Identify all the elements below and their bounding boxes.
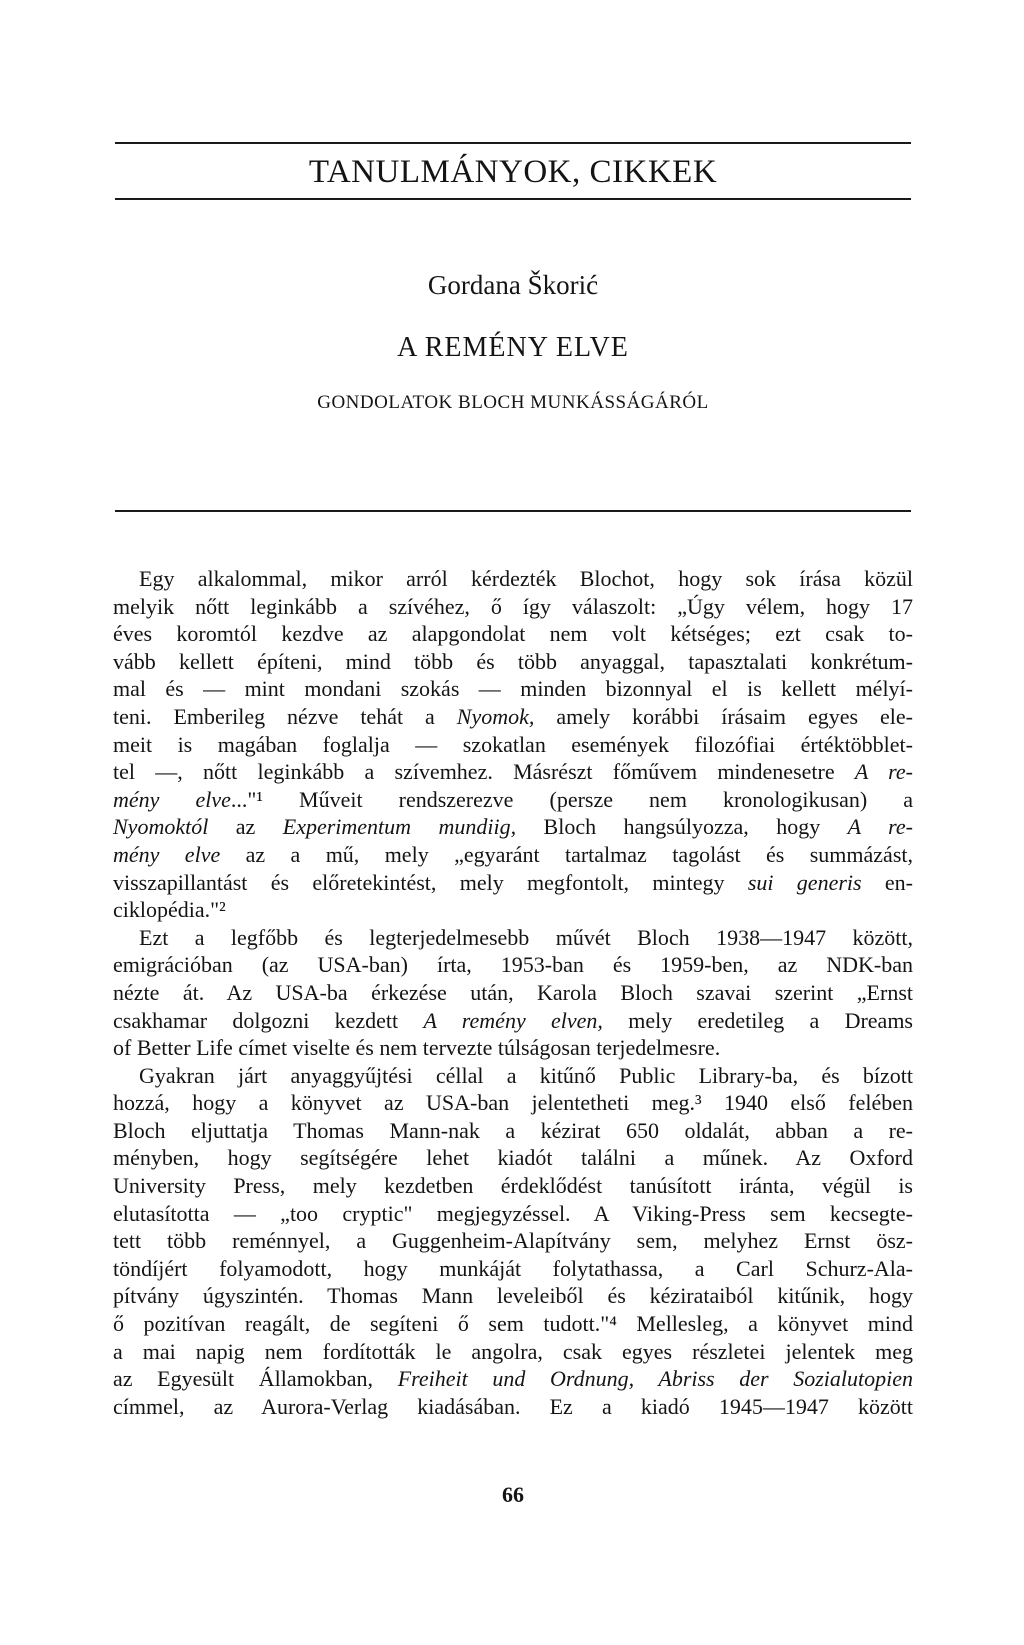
- body-line: az Egyesült Államokban, Freiheit und Ordnung, Abriss der Sozialutopien: [113, 1366, 913, 1392]
- body-line: pítvány úgyszintén. Thomas Mann leveleiből és kézirataiból kitűnik, hogy: [113, 1283, 913, 1309]
- body-line: mény elve..."¹ Műveit rendszerezve (persze nem kronologikusan) a: [113, 786, 914, 812]
- body-line: visszapillantást és előretekintést, mely megfontolt, mintegy sui generis en-: [113, 869, 913, 895]
- body-line: ciklopédia."²: [113, 897, 226, 923]
- article-subtitle: GONDOLATOK BLOCH MUNKÁSSÁGÁRÓL: [317, 392, 709, 413]
- article-body: [113, 565, 913, 1420]
- body-line: tett több reménnyel, a Guggenheim-Alapítvány sem, melyhez Ernst ösz-: [113, 1228, 913, 1254]
- body-line: címmel, az Aurora-Verlag kiadásában. Ez a kiadó 1945—1947 között: [113, 1393, 913, 1419]
- body-line: meit is magában foglalja — szokatlan események filozófiai értéktöbblet-: [113, 731, 913, 757]
- body-line: tel —, nőtt leginkább a szívemhez. Másrészt főművem mindenesetre A re-: [113, 759, 913, 785]
- body-line: teni. Emberileg nézve tehát a Nyomok, amely korábbi írásaim egyes ele-: [113, 703, 913, 729]
- body-line: hozzá, hogy a könyvet az USA-ban jelentetheti meg.³ 1940 első felében: [113, 1090, 913, 1116]
- body-line: töndíjért folyamodott, hogy munkáját folytathassa, a Carl Schurz-Ala-: [113, 1255, 913, 1281]
- body-line: of Better Life címet viselte és nem tervezte túlságosan terjedelmesre.: [113, 1035, 721, 1061]
- body-line: melyik nőtt leginkább a szívéhez, ő így válaszolt: „Úgy vélem, hogy 17: [113, 593, 913, 619]
- section-heading: TANULMÁNYOK, CIKKEK: [308, 154, 718, 190]
- body-line: ményben, hogy segítségére lehet kiadót találni a műnek. Az Oxford: [113, 1145, 913, 1171]
- body-line: emigrációban (az USA-ban) írta, 1953-ban és 1959-ben, az NDK-ban: [113, 952, 913, 978]
- body-line: a mai napig nem fordították le angolra, csak egyes részletei jelentek meg: [113, 1338, 913, 1364]
- body-line: Egy alkalommal, mikor arról kérdezték Blochot, hogy sok írása közül: [139, 566, 913, 591]
- body-line: Gyakran járt anyaggyűjtési céllal a kitűnő Public Library-ba, és bízott: [139, 1062, 913, 1088]
- body-line: Bloch eljuttatja Thomas Mann-nak a kézirat 650 oldalát, abban a re-: [113, 1117, 913, 1143]
- body-line: Nyomoktól az Experimentum mundiig, Bloch hangsúlyozza, hogy A re-: [113, 814, 913, 840]
- heading-rule: [115, 198, 911, 200]
- body-line: elutasította — „too cryptic" megjegyzéssel. A Viking-Press sem kecsegte-: [113, 1200, 913, 1226]
- body-line: Ezt a legfőbb és legterjedelmesebb művét Bloch 1938—1947 között,: [139, 924, 913, 950]
- body-line: nézte át. Az USA-ba érkezése után, Karola Bloch szavai szerint „Ernst: [113, 979, 913, 1005]
- body-line: University Press, mely kezdetben érdeklődést tanúsított iránta, végül is: [113, 1173, 913, 1199]
- body-line: éves koromtól kezdve az alapgondolat nem volt kétséges; ezt csak to-: [113, 621, 913, 647]
- body-line: ő pozitívan reagált, de segíteni ő sem tudott."⁴ Mellesleg, a könyvet mind: [113, 1311, 913, 1337]
- body-line: csakhamar dolgozni kezdett A remény elven, mely eredetileg a Dreams: [113, 1007, 913, 1033]
- body-line: mal és — mint mondani szokás — minden bizonnyal el is kellett mélyí-: [113, 676, 913, 702]
- separator-rule: [115, 510, 911, 512]
- body-line: vább kellett építeni, mind több és több anyaggal, tapasztalati konkrétum-: [113, 648, 913, 674]
- article-title: A REMÉNY ELVE: [397, 332, 629, 363]
- page-number: 66: [502, 1482, 524, 1507]
- top-rule: [115, 142, 911, 144]
- article-author: Gordana Škorić: [427, 270, 599, 300]
- body-line: mény elve az a mű, mely „egyaránt tartalmaz tagolást és summázást,: [113, 841, 913, 867]
